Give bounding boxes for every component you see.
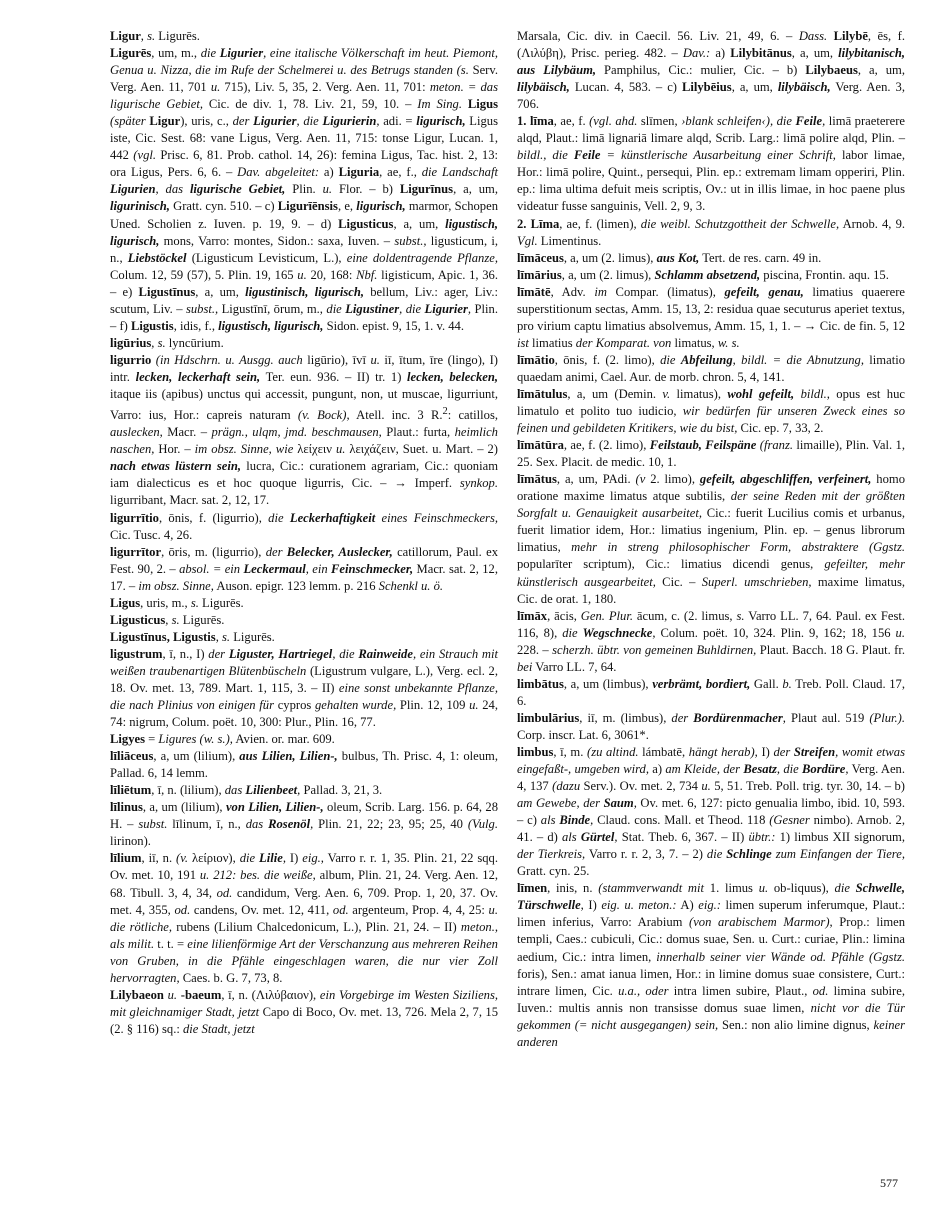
right-column — [517, 28, 905, 1051]
entry: līmāceus, a, um (2. limus), aus Kot, Tert. de res. carn. 49 in. — [517, 250, 822, 265]
entry: limbus, ī, m. (zu altind. lámbatē, hängt herab), I) der Streifen, womit etwas eingefaßt-, umgeben wird, a) am Kleide, der Besatz, die Bordüre, Verg. Aen. 4, 137 (dazu Serv.). Ov. met. 2, 734 u. 5, 51. Treb. Poll. trig. tyr. 30, 14. – b) am Gewebe, der Saum, Ov. met. 6, 127: picto genualia limbo, ibid. 10, 593. – c) als Binde, Claud. cons. Mall. et Theod. 118 (Gesner nimbo). Arnob. 2, 41. – d) als Gürtel, Stat. Theb. 6, 367. – II) übtr.: 1) limbus XII signorum, der Tierkreis, Varro r. r. 2, 3, 7. – 2) die Schlinge zum Einfangen der Tiere, Gratt. cyn. 25. — [517, 744, 905, 879]
entry: Ligurēs, um, m., die Ligurier, eine italische Völkerschaft im heut. Piemont, Genua u. Nizza, die im Rufe der Schelmerei u. des Betrugs standen (s. Serv. Verg. Aen. 11, 701 u. 715), Liv. 5, 35, 2. Verg. Aen. 11, 701: meton. = das ligurische Gebiet, Cic. de div. 1, 78. Liv. 21, 59, 10. – Im Sing. Ligus (später Ligur), uris, c., der Ligurier, die Ligurierin, adi. = ligurisch, Ligus iste, Cic. Sest. 68: vane Ligus, Verg. Aen. 11, 715: tonse Ligur, Lucan. 1, 442 (vgl. Prisc. 6, 81. Prob. cathol. 14, 26): femina Ligus, Tac. hist. 2, 13: ora Ligus, Pers. 6, 6. – Dav. abgeleitet: a) Liguria, ae, f., die Landschaft Ligurien, das ligurische Gebiet, Plin. u. Flor. – b) Ligurīnus, a, um, ligurinisch, Gratt. cyn. 510. – c) Ligurīēnsis, e, ligurisch, marmor, Schopen Uned. Scholien z. Iuven. p. 19, 9. – d) Ligusticus, a, um, ligustisch, ligurisch, mons, Varro: montes, Sidon.: saxa, Iuven. – subst., ligusticum, i, n., Liebstöckel (Ligusticum Levisticum, L.), eine doldentragende Pflanze, Colum. 12, 59 (57), 5. Plin. 19, 165 u. 20, 168: Nbf. ligisticum, Apic. 1, 36. – e) Ligustīnus, a, um, ligustinisch, ligurisch, bellum, Liv.: ager, Liv.: scutum, Liv. – subst., Ligustīnī, ōrum, m., die Ligustiner, die Ligurier, Plin. – f) Ligustis, idis, f., ligustisch, ligurisch, Sidon. epist. 9, 15, 1. v. 44. — [110, 46, 498, 333]
entry: līmātē, Adv. im Compar. (limatus), gefeilt, genau, limatius quaerere superstitionum sectas, Amm. 15, 13, 2: residua quae secuturus aperiet textus, pro virium captu limatius absolvemus, Amm. 15, 1, 1. – → Cic. de fin. 5, 12 ist limatius der Komparat. von limatus, w. s. — [517, 284, 905, 350]
entry: ligustrum, ī, n., I) der Liguster, Hartriegel, die Rainweide, ein Strauch mit weißen traubenartigen Blütenbüscheln (Ligustrum vulgare, L.), Verg. ecl. 2, 18. Ov. met. 13, 789. Mart. 1, 115, 3. – II) eine sonst unbekannte Pflanze, die nach Plinius von einigen für cypros gehalten wurde, Plin. 12, 109 u. 24, 74: nigrum, Colum. poët. 10, 300: Plur., Plin. 16, 77. — [110, 646, 499, 730]
entry: Lilybaeon u. -baeum, ī, n. (Λιλύβαιον), ein Vorgebirge im Westen Siziliens, mit gleichnamiger Stadt, jetzt Capo di Boco, Ov. met. 13, 726. Mela 2, 7, 15 (2. § 116) sq.: die Stadt, jetzt — [110, 987, 499, 1036]
entry: līlinus, a, um (lilium), von Lilien, Lilien-, oleum, Scrib. Larg. 156. p. 64, 28 H. – subst. līlinum, ī, n., das Rosenöl, Plin. 21, 22; 23, 95; 25, 40 (Vulg. lirinon). — [110, 800, 499, 849]
entry: līmāx, ācis, Gen. Plur. ācum, c. (2. limus, s. Varro LL. 7, 64. Paul. ex Fest. 116, 8), die Wegschnecke, Colum. poët. 10, 324. Plin. 9, 162; 18, 156 u. 228. – scherzh. übtr. von gemeinen Buhldirnen, Plaut. Bacch. 18 G. Plaut. fr. bei Varro LL. 7, 64. — [517, 608, 906, 674]
entry: limbulārius, iī, m. (limbus), der Bordürenmacher, Plaut aul. 519 (Plur.). Corp. inscr. Lat. 6, 3061*. — [517, 710, 905, 742]
page-number: 577 — [880, 1176, 898, 1190]
entry: Ligyes = Ligures (w. s.), Avien. or. mar. 609. — [110, 732, 335, 747]
entry: līmātūra, ae, f. (2. limo), Feilstaub, Feilspäne (franz. limaille), Plin. Val. 1, 25. Sex. Placit. de medic. 10, 1. — [517, 438, 906, 470]
entry: līmātus, a, um, PAdi. (v 2. limo), gefeilt, abgeschliffen, verfeinert, homo oratione maxime limatus atque subtilis, der seine Reden mit der größten Sorgfalt u. Genauigkeit ausarbeitet, Cic.: fuerit Lucilius comis et urbanus, fuerit limatior idem, Hor.: limatius ingenium, Plin. ep. – genus librorum limatius, mehr in streng philosophischer Form, abstraktere (Ggstz. popularīter scriptum), Cic.: limatius dicendi genus, gefeilter, mehr künstlerisch ausgearbeitet, Cic. – Superl. umschrieben, maxime limatus, Cic. de orat. 1, 180. — [517, 472, 906, 606]
entry: līlium, iī, n. (v. λείριον), die Lilie, I) eig., Varro r. r. 1, 35. Plin. 21, 22 sqq. Ov. met. 10, 191 u. 212: bes. die weiße, album, Plin. 21, 24. Verg. Aen. 12, 68. Tibull. 3, 4, 34, od. candidum, Verg. Aen. 6, 709. Prop. 1, 20, 37. Ov. met. 4, 355, od. candens, Ov. met. 12, 411, od. argenteum, Prop. 4, 4, 25: u. die rötliche, rubens (Lilium Chalcedonicum, L.), Plin. 21, 24. – II) meton., als milit. t. t. = eine lilienförmige Art der Verschanzung aus mehreren Reihen von Gruben, in die Pfähle eingeschlagen waren, die nur vier Zoll hervorragten, Caes. b. G. 7, 73, 8. — [110, 851, 499, 985]
entry: līliāceus, a, um (lilium), aus Lilien, Lilien-, bulbus, Th. Prisc. 4, 1: oleum, Pallad. 6, 14 lemm. — [110, 749, 498, 781]
entry: Marsala, Cic. div. in Caecil. 56. Liv. 21, 49, 6. – Dass. Lilybē, ēs, f. (Λιλύβη), Prisc. perieg. 482. – Dav.: a) Lilybitānus, a, um, lilybitanisch, aus Lilybäum, Pamphilus, Cic.: mulier, Cic. – b) Lilybaeus, a, um, lilybäisch, Lucan. 4, 583. – c) Lilybēius, a, um, lilybäisch, Verg. Aen. 3, 706. — [517, 29, 905, 112]
entry: līmārius, a, um (2. limus), Schlamm absetzend, piscina, Frontin. aqu. 15. — [517, 267, 889, 282]
left-column — [110, 28, 498, 1038]
entry: Ligus, uris, m., s. Ligurēs. — [110, 595, 244, 610]
entry: limbātus, a, um (limbus), verbrämt, bordiert, Gall. b. Treb. Poll. Claud. 17, 6. — [517, 676, 905, 708]
entry: ligūrius, s. lyncūrium. — [110, 335, 224, 350]
entry: Ligustīnus, Ligustis, s. Ligurēs. — [110, 629, 275, 644]
entry: 2. Līma, ae, f. (limen), die weibl. Schutzgottheit der Schwelle, Arnob. 4, 9. Vgl. Limentinus. — [517, 216, 906, 248]
entry: līmātio, ōnis, f. (2. limo), die Abfeilung, bildl. = die Abnutzung, limatio quaedam animi, Cael. Aur. de morb. chron. 5, 4, 141. — [517, 352, 905, 384]
entry: līliētum, ī, n. (lilium), das Lilienbeet, Pallad. 3, 21, 3. — [110, 783, 383, 798]
entry: līmātulus, a, um (Demin. v. limatus), wohl gefeilt, bildl., opus est huc limatulo et polito tuo iudicio, wir bedürfen für unseren Zweck eines so feinen und gebildeten Kritikers, wie du bist, Cic. ep. 7, 33, 2. — [517, 386, 905, 436]
entry: ligurrītio, ōnis, f. (ligurrio), die Leckerhaftigkeit eines Feinschmeckers, Cic. Tusc. 4, 26. — [110, 510, 498, 542]
entry: ligurrītor, ōris, m. (ligurrio), der Belecker, Auslecker, catillorum, Paul. ex Fest. 90, 2. – absol. = ein Leckermaul, ein Feinschmecker, Macr. sat. 2, 12, 17. – im obsz. Sinne, Auson. epigr. 123 lemm. p. 216 Schenkl u. ö. — [110, 544, 498, 593]
entry: Ligur, s. Ligurēs. — [110, 29, 200, 43]
entry: ligurrio (in Hdschrn. u. Ausgg. auch ligūrio), īvī u. iī, ītum, īre (lingo), I) intr. lecken, leckerhaft sein, Ter. eun. 936. – II) tr. 1) lecken, belecken, itaque iis (apibus) unctus qui accessit, pungunt, non, ut muscae, ligurriunt, Varro: ius, Hor.: capreis naturam (v. Bock), Atell. inc. 3 R.$^2$: catillos, auslecken, Macr. – prägn., ulqm, jmd. beschmausen, Plaut.: furta, heimlich naschen, Hor. – im obsz. Sinne, wie λείχειν u. λειχάζειν, Suet. u. Mart. – 2) nach etwas lüstern sein, lucra, Cic.: curationem agrariam, Cic.: quoniam iam dialecticus es et hoc quoque ligurris, Cic. – → Imperf. synkop. ligurribant, Macr. sat. 2, 12, 17. — [110, 352, 498, 508]
entry: 1. līma, ae, f. (vgl. ahd. slīmen, ›blank schleifen‹), die Feile, limā praeterere alqd, Plaut.: limā lignariā limare alqd, Scrib. Larg.: limā polire alqd, Plin. – bildl., die Feile = künstlerische Ausarbeitung einer Schrift, labor limae, Hor.: limā polire, Quint., persequi, Plin. ep.: extremam limam opperiri, Plin. ep.: lima ultima defuit meis scriptis, Ov.: ut in illis limae, in hoc paene plus videatur fusse sanguinis, Vell. 2, 9, 3. — [517, 114, 905, 214]
entry: Ligusticus, s. Ligurēs. — [110, 612, 225, 627]
entry: līmen, inis, n. (stammverwandt mit 1. limus u. ob-liquus), die Schwelle, Türschwelle, I) eig. u. meton.: A) eig.: limen superum inferumque, Plaut.: limen inferius, Varro: Arabium (von arabischem Marmor), Prop.: limen templi, Caes.: cubiculi, Cic.: domus suae, Sen. u. Curt.: curiae, Plin.: limina aedium, Cic.: intra limen, innerhalb seiner vier Wände od. Pfähle (Ggstz. foris), Sen.: amat ianua limen, Hor.: in limine domus suae consistere, Curt.: intrare limen, Cic. u.a., oder intra limen subire, Plaut., od. limina subire, Iuven.: multis annis non transisse domus suae limen, nicht vor die Tür gekommen (= nicht ausgegangen) sein, Sen.: non alio limine dignus, keiner anderen — [517, 881, 906, 1049]
